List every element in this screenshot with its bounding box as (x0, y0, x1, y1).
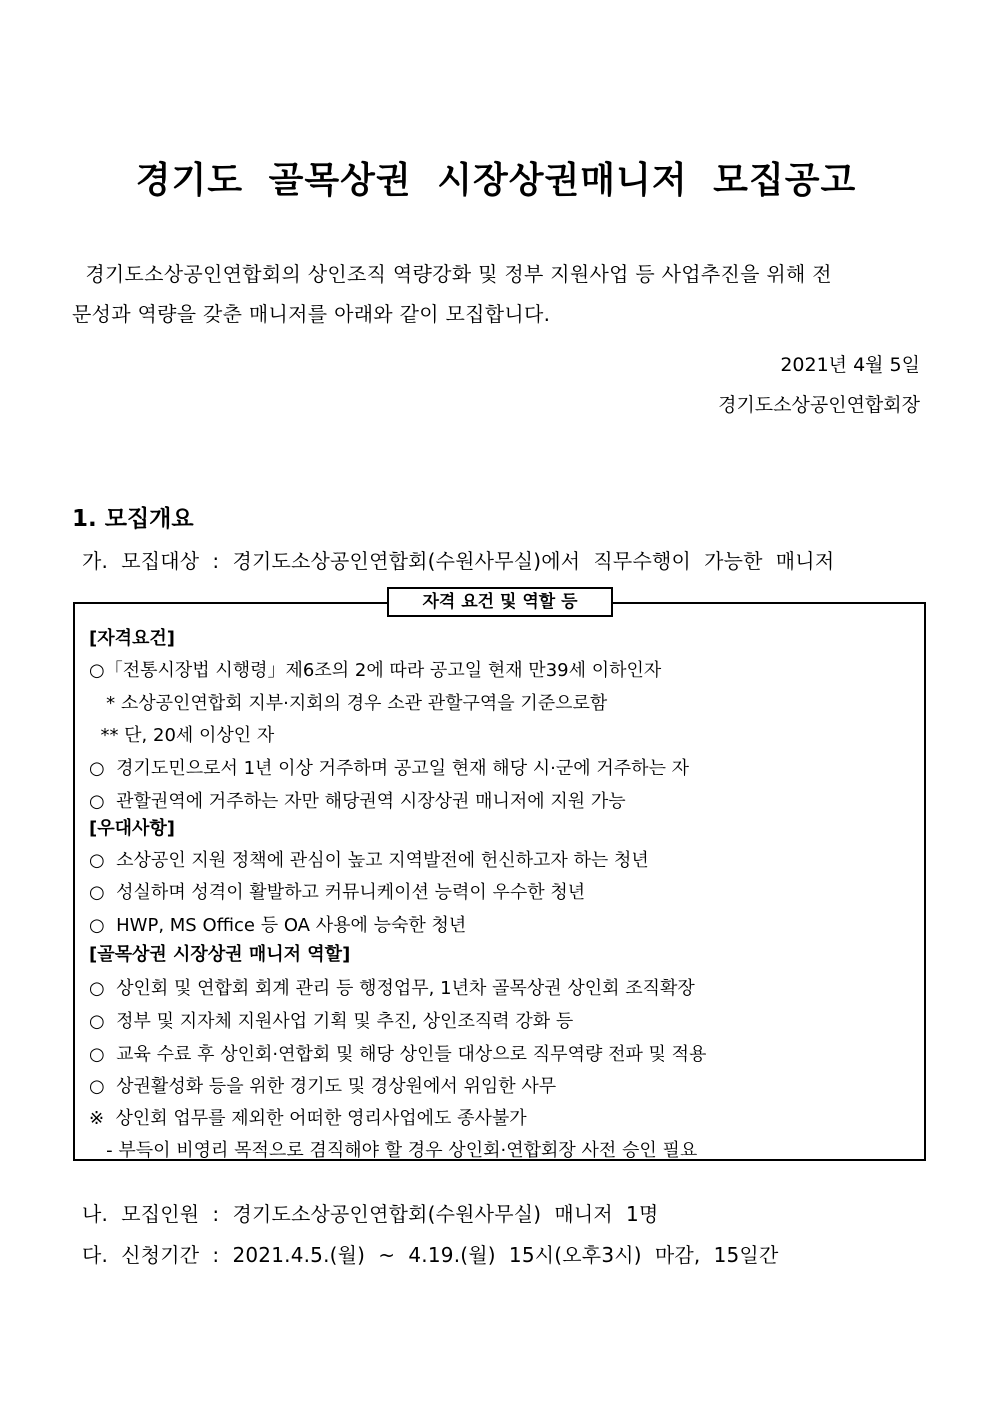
intro-line-2: 문성과 역량을 갖춘 매니저를 아래와 같이 모집합니다. (72, 302, 551, 326)
role-item: ○ 상권활성화 등을 위한 경기도 및 경상원에서 위임한 사무 (89, 1076, 557, 1097)
role-heading: [골목상권 시장상권 매니저 역할] (89, 944, 351, 965)
preference-heading: [우대사항] (89, 818, 176, 839)
role-item: ※ 상인회 업무를 제외한 어떠한 영리사업에도 종사불가 (89, 1108, 527, 1129)
page-title: 경기도 골목상권 시장상권매니저 모집공고 (135, 160, 857, 201)
role-item: ○ 정부 및 지자체 지원사업 기획 및 추진, 상인조직력 강화 등 (89, 1011, 574, 1032)
notice-date: 2021년 4월 5일 (780, 354, 920, 376)
qualification-item: ○ 관할권역에 거주하는 자만 해당권역 시장상권 매니저에 지원 가능 (89, 791, 626, 812)
role-item: ○ 상인회 및 연합회 회계 관리 등 행정업무, 1년차 골목상권 상인회 조직확장 (89, 978, 695, 999)
notice-issuer: 경기도소상공인연합회장 (718, 394, 920, 416)
section-1-heading: 1. 모집개요 (72, 506, 194, 532)
preference-item: ○ HWP, MS Office 등 OA 사용에 능숙한 청년 (89, 915, 467, 936)
role-item: ○ 교육 수료 후 상인회·연합회 및 해당 상인들 대상으로 직무역량 전파 및 적용 (89, 1044, 707, 1065)
qualification-item: ** 단, 20세 이상인 자 (89, 725, 275, 746)
qualification-item: ○ 경기도민으로서 1년 이상 거주하며 공고일 현재 해당 시·군에 거주하는 자 (89, 758, 690, 779)
recruit-count: 나. 모집인원 : 경기도소상공인연합회(수원사무실) 매니저 1명 (82, 1202, 659, 1226)
qualification-item: ○「전통시장법 시행령」제6조의 2에 따라 공고일 현재 만39세 이하인자 (89, 660, 662, 681)
role-item: - 부득이 비영리 목적으로 겸직해야 할 경우 상인회·연합회장 사전 승인 필요 (89, 1140, 698, 1161)
preference-item: ○ 소상공인 지원 정책에 관심이 높고 지역발전에 헌신하고자 하는 청년 (89, 850, 649, 871)
qualification-heading: [자격요건] (89, 628, 176, 649)
preference-item: ○ 성실하며 성격이 활발하고 커뮤니케이션 능력이 우수한 청년 (89, 882, 586, 903)
qualification-item: * 소상공인연합회 지부·지회의 경우 소관 관할구역을 기준으로함 (89, 693, 608, 714)
intro-line-1: 경기도소상공인연합회의 상인조직 역량강화 및 정부 지원사업 등 사업추진을 위해 전 (72, 262, 832, 286)
recruit-target: 가. 모집대상 : 경기도소상공인연합회(수원사무실)에서 직무수행이 가능한 매니저 (82, 549, 835, 573)
qualification-box-label: 자격 요건 및 역할 등 (387, 587, 613, 617)
application-period: 다. 신청기간 : 2021.4.5.(월) ~ 4.19.(월) 15시(오후3시) 마감, 15일간 (82, 1243, 779, 1267)
